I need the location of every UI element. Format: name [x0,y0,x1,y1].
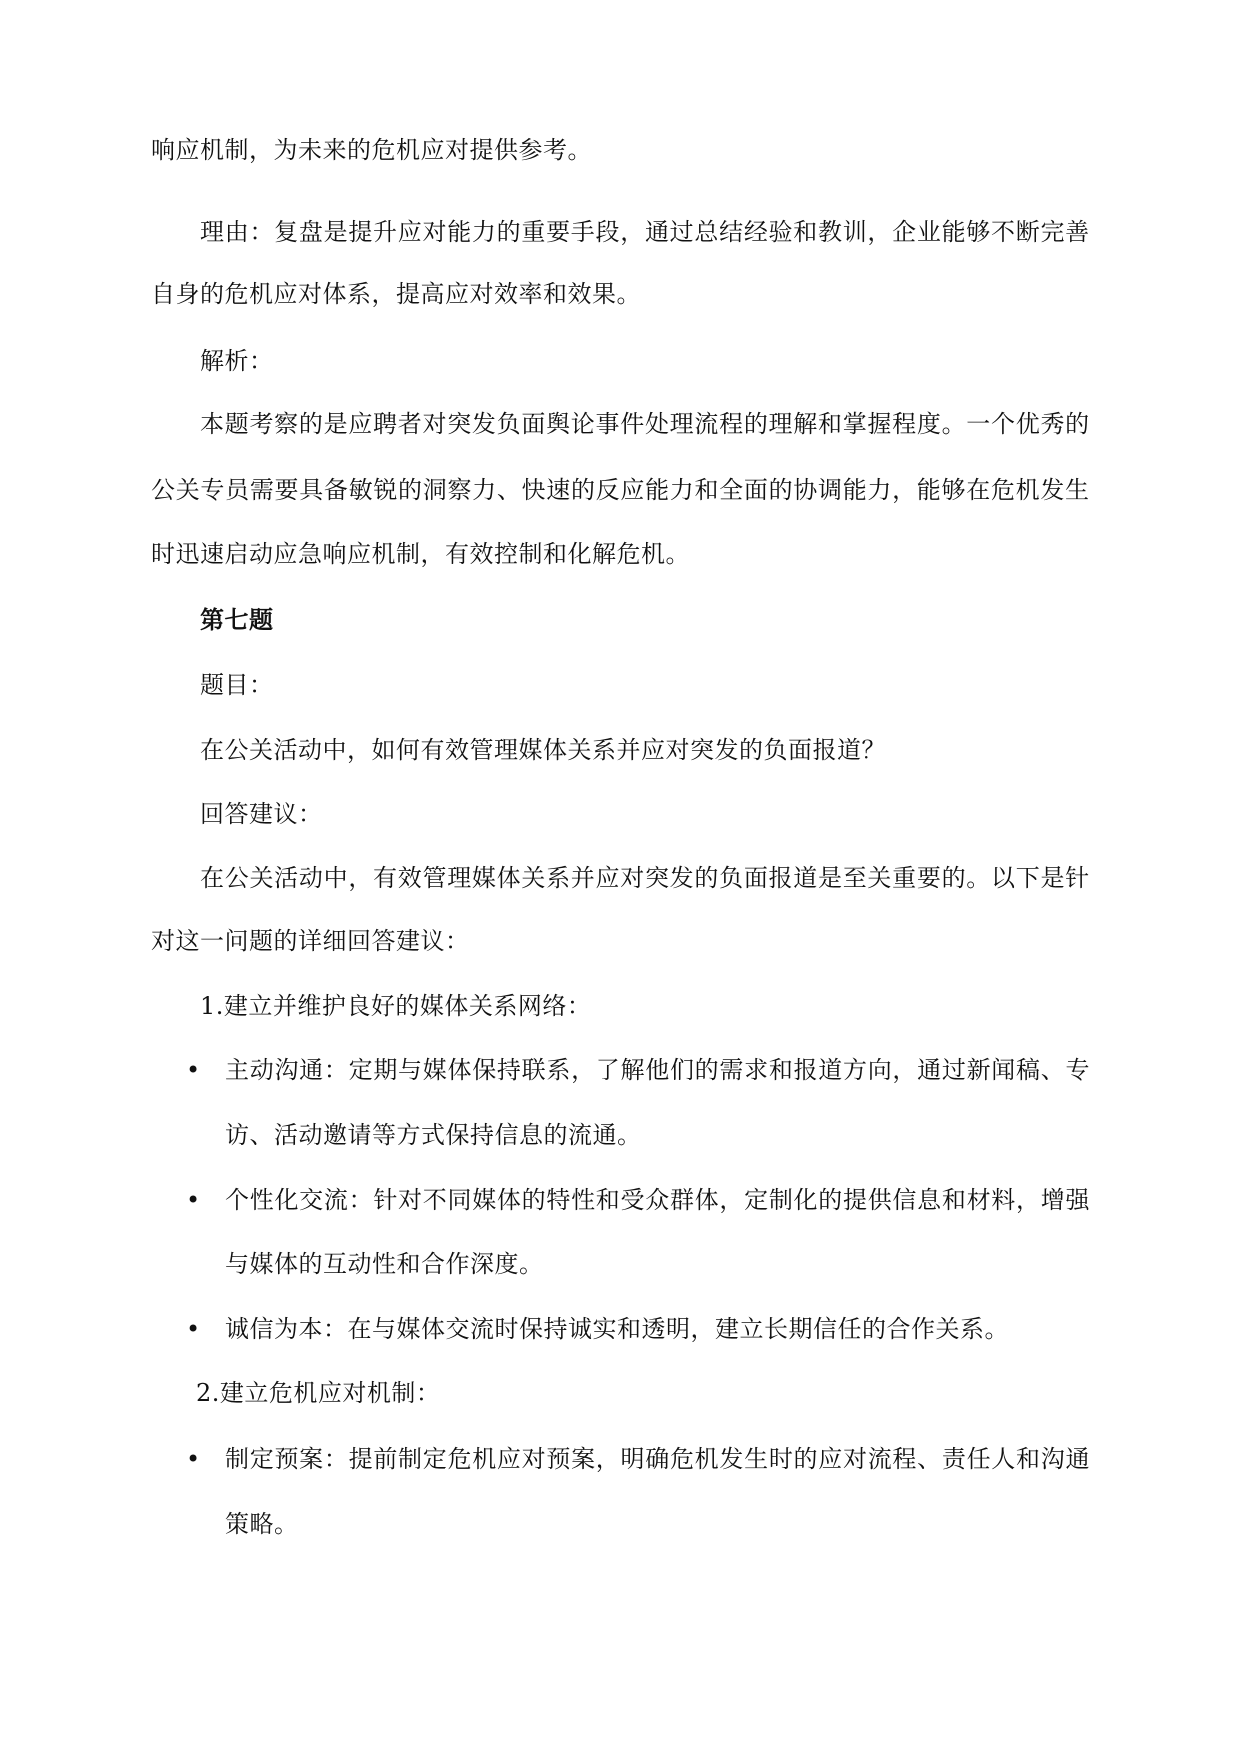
bullet-item-line: 策略。 [225,1510,299,1538]
bullet-icon: • [186,1315,201,1343]
bullet-icon: • [186,1056,201,1084]
topic-label: 题目： [200,671,274,699]
bullet-icon: • [186,1186,201,1214]
bullet-item-line: 制 定 预 案 ： 提 前 制 定 危 机 应 对 预 案 ， 明 确 危 机 发 生 时 的 应 对 流 程 、 责 任 人 和 沟 通 [225,1445,1090,1473]
question-text: 在公关活动中，如何有效管理媒体关系并应对突发的负面报道？ [200,736,886,764]
bullet-item-line: 访、活动邀请等方式保持信息的流通。 [225,1121,642,1149]
analysis-line: 时迅速启动应急响应机制，有效控制和化解危机。 [151,540,690,568]
reason-line: 理 由 ： 复 盘 是 提 升 应 对 能 力 的 重 要 手 段 ， 通 过 总 结 经 验 和 教 训 ， 企 业 能 够 不 断 完 善 [200,218,1090,246]
question-heading: 第七题 [200,605,274,634]
bullet-item-line: 与媒体的互动性和合作深度。 [225,1250,544,1278]
section-heading-1: 1.建立并维护良好的媒体关系网络： [200,992,592,1020]
bullet-icon: • [186,1445,201,1473]
answer-intro-line: 对这一问题的详细回答建议： [151,927,470,955]
bullet-item-line: 主 动 沟 通 ： 定 期 与 媒 体 保 持 联 系 ， 了 解 他 们 的 需 求 和 报 道 方 向 ， 通 过 新 闻 稿 、 专 [225,1056,1090,1084]
bullet-item-line: 个 性 化 交 流 ： 针 对 不 同 媒 体 的 特 性 和 受 众 群 体 ， 定 制 化 的 提 供 信 息 和 材 料 ， 增 强 [225,1186,1090,1214]
paragraph-line: 响应机制，为未来的危机应对提供参考。 [151,136,592,164]
analysis-line: 本 题 考 察 的 是 应 聘 者 对 突 发 负 面 舆 论 事 件 处 理 流 程 的 理 解 和 掌 握 程 度 。 一 个 优 秀 的 [200,410,1090,438]
analysis-label: 解析： [200,347,274,375]
section-heading-2: 2.建立危机应对机制： [196,1379,441,1407]
answer-intro-line: 在 公 关 活 动 中 ， 有 效 管 理 媒 体 关 系 并 应 对 突 发 的 负 面 报 道 是 至 关 重 要 的 。 以 下 是 针 [200,864,1090,892]
reason-line: 自身的危机应对体系，提高应对效率和效果。 [151,280,641,308]
bullet-item-line: 诚信为本：在与媒体交流时保持诚实和透明，建立长期信任的合作关系。 [225,1315,1009,1343]
answer-label: 回答建议： [200,800,323,828]
analysis-line: 公 关 专 员 需 要 具 备 敏 锐 的 洞 察 力 、 快 速 的 反 应 能 力 和 全 面 的 协 调 能 力 ， 能 够 在 危 机 发 生 [151,476,1090,504]
